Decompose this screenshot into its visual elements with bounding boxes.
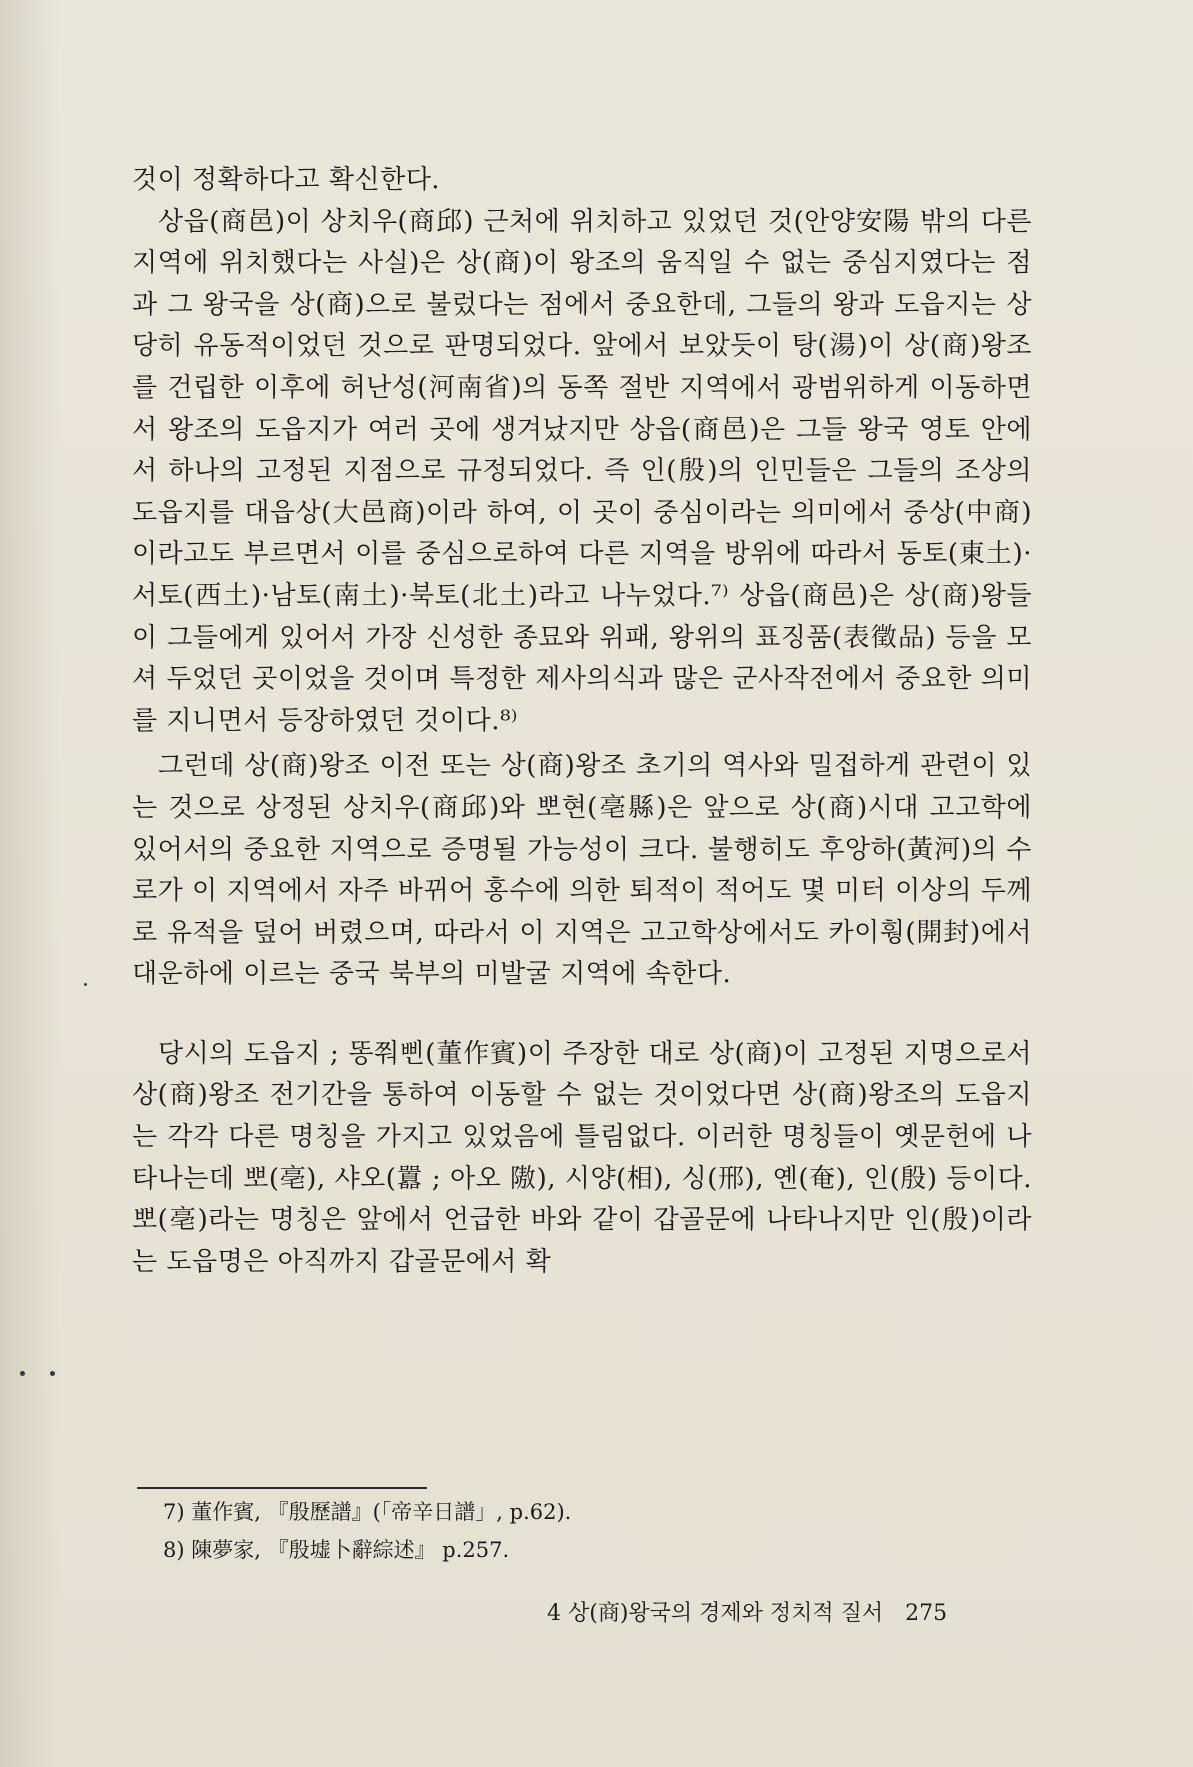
footnote: 7) 董作賓, 『殷歷譜』(「帝辛日譜」, p.62). (163, 1500, 572, 1524)
paragraph: 당시의 도읍지 ; 똥쭤삔(董作賓)이 주장한 대로 상(商)이 고정된 지명으로서 상(商)왕조 전기간을 통하여 이동할 수 없는 것이었다면 상(商)왕조의 도읍지는 각각 다른 명칭을 가지고 있었음에 틀림없다. 이러한 명칭들이 옛문헌에 나타나는데 뽀(亳), 샤오(囂 ; 아오 隞), 시양(相), 싱(邢), 옌(奄), 인(殷) 등이다. 뽀(亳)라는 명칭은 앞에서 언급한 바와 같이 갑골문에 나타나지만 인(殷)이라는 도읍명은 아직까지 갑골문에서 확 (132, 1038, 1032, 1277)
scan-speck (20, 1371, 25, 1376)
main-text (132, 160, 1032, 1283)
page-number: 275 (905, 1601, 948, 1626)
paragraph: 그런데 상(商)왕조 이전 또는 상(商)왕조 초기의 역사와 밀접하게 관련이 있는 것으로 상정된 상치우(商邱)와 뽀현(亳縣)은 앞으로 상(商)시대 고고학에 있어서의 중요한 지역으로 증명될 가능성이 크다. 불행히도 후앙하(黃河)의 수로가 이 지역에서 자주 바뀌어 홍수에 의한 퇴적이 적어도 몇 미터 이상의 두께로 유적을 덮어 버렸으며, 따라서 이 지역은 고고학상에서도 카이훵(開封)에서 대운하에 이르는 중국 북부의 미발굴 지역에 속한다. (132, 751, 1032, 990)
scan-speck (84, 983, 87, 986)
scan-speck (50, 1371, 55, 1376)
footnote: 8) 陳夢家, 『殷墟卜辭綜述』 p.257. (163, 1538, 510, 1562)
paragraph: 상읍(商邑)이 상치우(商邱) 근처에 위치하고 있었던 것(안양安陽 밖의 다른 지역에 위치했다는 사실)은 상(商)이 왕조의 움직일 수 없는 중심지였다는 점과 그 왕국을 상(商)으로 불렀다는 점에서 중요한데, 그들의 왕과 도읍지는 상당히 유동적이었던 것으로 판명되었다. 앞에서 보았듯이 탕(湯)이 상(商)왕조를 건립한 이후에 허난성(河南省)의 동쪽 절반 지역에서 광범위하게 이동하면서 왕조의 도읍지가 여러 곳에 생겨났지만 상읍(商邑)은 그들 왕국 영토 안에서 하나의 고정된 지점으로 규정되었다. 즉 인(殷)의 인민들은 그들의 조상의 도읍지를 대읍상(大邑商)이라 하여, 이 곳이 중심이라는 의미에서 중상(中商)이라고도 부르면서 이를 중심으로하여 다른 지역을 방위에 따라서 동토(東土)·서토(西土)·남토(南土)·북토(北土)라고 나누었다.⁷⁾ 상읍(商邑)은 상(商)왕들이 그들에게 있어서 가장 신성한 종묘와 위패, 왕위의 표징품(表徵品) 등을 모셔 두었던 곳이었을 것이며 특정한 제사의식과 많은 군사작전에서 중요한 의미를 지니면서 등장하였던 것이다.⁸⁾ (132, 206, 1032, 736)
footnote-divider (137, 1487, 427, 1489)
page-footer (547, 1596, 947, 1627)
running-title: 4 상(商)왕국의 경제와 정치적 질서 (547, 1601, 884, 1626)
footnotes (163, 1493, 571, 1569)
page-edge-shadow (0, 0, 60, 1767)
paragraph: 것이 정확하다고 확신한다. (132, 165, 441, 195)
